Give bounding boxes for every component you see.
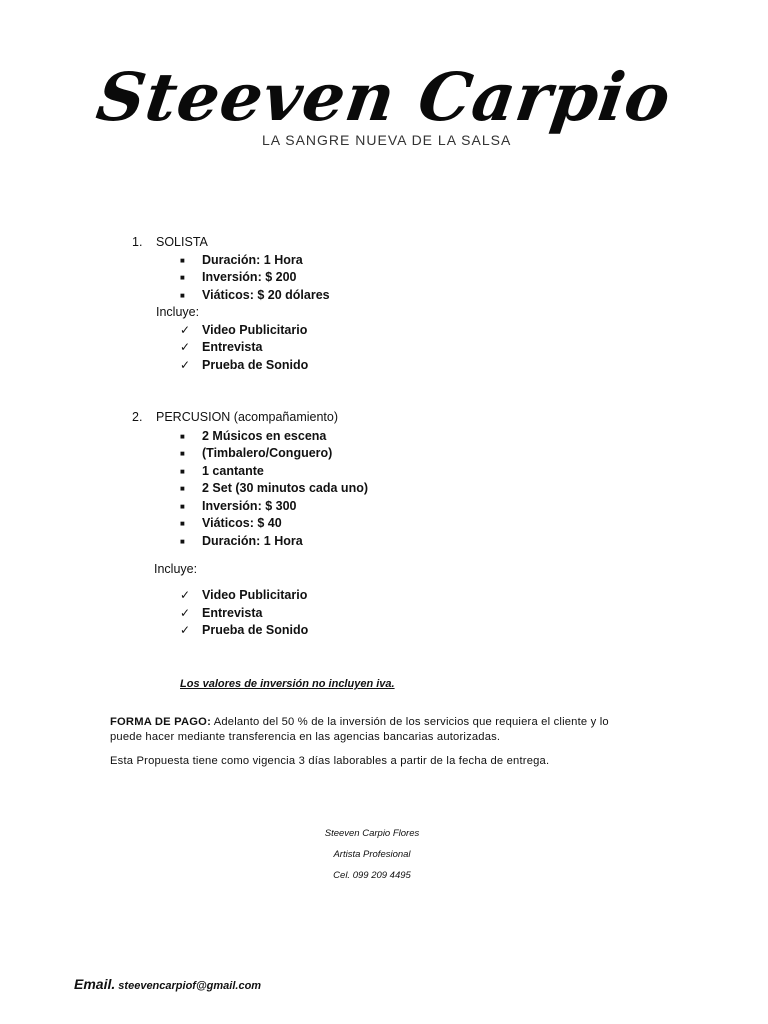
item-2-number: 2. — [132, 410, 143, 424]
validity-text: Esta Propuesta tiene como vigencia 3 días laborables a partir de la fecha de entrega. — [110, 755, 550, 767]
checkmark-icon: ✓ — [180, 340, 191, 354]
footer-email — [74, 976, 261, 994]
square-bullet-icon: ■ — [180, 502, 185, 511]
square-bullet-icon: ■ — [180, 467, 185, 476]
payment-paragraph — [110, 715, 670, 745]
item-2-includes-label: Incluye: — [154, 562, 198, 576]
signature-name: Steeven Carpio Flores — [324, 828, 420, 839]
checkmark-icon: ✓ — [180, 606, 191, 620]
item-1-includes-label: Incluye: — [156, 305, 200, 319]
payment-label: FORMA DE PAGO: — [110, 716, 211, 728]
square-bullet-icon: ■ — [180, 432, 185, 441]
square-bullet-icon: ■ — [180, 449, 185, 458]
logo-name: Steeven Carpio — [92, 58, 676, 136]
logo-tagline: LA SANGRE NUEVA DE LA SALSA — [262, 132, 512, 148]
payment-text-line1: Adelanto del 50 % de la inversión de los servicios que requiera el cliente y lo — [211, 716, 609, 728]
email-label: Email. — [74, 976, 116, 992]
payment-text-line2: puede hacer mediante transferencia en las agencias bancarias autorizadas. — [110, 731, 501, 743]
square-bullet-icon: ■ — [180, 256, 185, 265]
email-value[interactable]: steevencarpiof@gmail.com — [115, 980, 262, 992]
item-2-title: PERCUSION (acompañamiento) — [156, 410, 339, 424]
square-bullet-icon: ■ — [180, 537, 185, 546]
checkmark-icon: ✓ — [180, 588, 191, 602]
checkmark-icon: ✓ — [180, 623, 191, 637]
tax-note: Los valores de inversión no incluyen iva. — [180, 678, 395, 690]
square-bullet-icon: ■ — [180, 519, 185, 528]
square-bullet-icon: ■ — [180, 291, 185, 300]
item-1-title: SOLISTA — [156, 235, 208, 249]
checkmark-icon: ✓ — [180, 323, 191, 337]
square-bullet-icon: ■ — [180, 484, 185, 493]
item-1-number: 1. — [132, 235, 143, 249]
signature-role: Artista Profesional — [333, 849, 411, 860]
checkmark-icon: ✓ — [180, 358, 191, 372]
signature-phone: Cel. 099 209 4495 — [333, 870, 411, 881]
square-bullet-icon: ■ — [180, 273, 185, 282]
